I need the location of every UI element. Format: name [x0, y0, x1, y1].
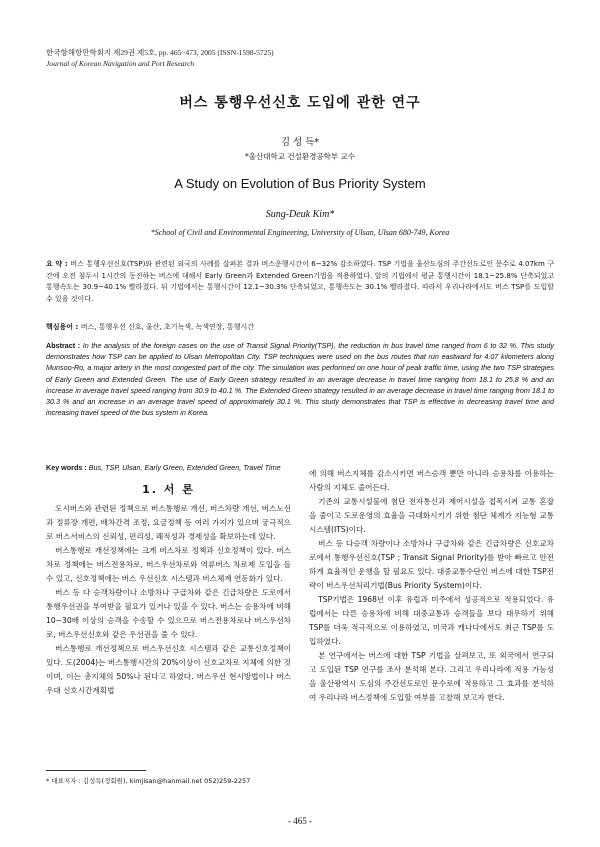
paper-title-ko: 버스 통행우선신호 도입에 관한 연구 [179, 95, 421, 111]
affiliation-ko: *울산대학교 건설환경공학부 교수 [245, 152, 355, 161]
body-paragraph: 버스 등 다승객 차량이나 소방차나 구급차와 같은 긴급차량은 신호교차로에서 통행우선신호(TSP ; Transit Signal Priority)를 받아 빠르고 안전하게 효율적인 운행을 할 필요도 있다. 대중교통수단인 버스에 대한 TSP전략이 버스우선처리기법(Bus Priority System)이다. [309, 539, 554, 590]
footnote-rule [46, 770, 146, 771]
journal-name-en: Journal of Korean Navigation and Port Research [46, 59, 195, 68]
journal-header [46, 47, 274, 69]
abstract-ko [46, 259, 554, 305]
abstract-ko-text: 버스 통행우선신호(TSP)와 관련된 외국의 사례를 살펴본 결과 버스운행시간이 6~32% 감소하였다. TSP 기법을 울산도심의 주간선도로인 문수로 4.07km 구간에 오전 첨두시 1시간의 동진하는 버스에 대해서 Early Green과 Extended Green기법을 적용하였다. 앞의 기법에서 평균 통행시간이 18.1~25.8% 단축되었고 통행속도는 30.9~40.1% 빨라졌다. 뒤 기법에서는 통행시간이 12.1~30.3% 단축되었고, 통행속도는 30.1% 빨라졌다. 따라서 우리나라에서도 버스 TSP를 도입할 수 있을 것이다. [46, 260, 554, 303]
keywords-ko-text: 버스, 통행우선 신호, 울산, 초기녹색, 녹색연장, 통행시간 [80, 323, 254, 331]
body-paragraph: 기존의 교통시설물에 첨단 전자통신과 제어시설을 접목시켜 교통 혼잡을 줄이고 도로운영의 효율을 극대화시키기 위한 첨단 체계가 지능형 교통시스템(ITS)이다. [309, 497, 554, 534]
abstract-en [46, 340, 554, 418]
abstract-en-label: Abstract : [46, 341, 83, 350]
keywords-en-text: Bus, TSP, Ulsan, Early Green, Extended Green, Travel Time [88, 463, 281, 472]
keywords-en-label: Key words : [46, 463, 89, 472]
author-en: Sung-Deuk Kim* [265, 209, 335, 220]
abstract-en-text: In the analysis of the foreign cases on the use of Transit Signal Priority(TSP), the reduction in bus travel time ranged from 6 to 32 %. This study demonstrates how TSP can be applied to Ulsan Metropolitan City. TSP techniques were used on the bus routes that run eastward for 4.07 kilometers along Munsoo-Ro, a major artery in the most congested part of the city. The simulation was performed on one hour of peak traffic time, using the two TSP strategies of Early Green and Extended Green. The use of Early Green strategy resulted in an average decrease in travel time ranging from 18.1 to 25.8 % and an increase in average travel speed ranging from 30.9 to 40.1 %. The Extended Green strategy resulted in an average decrease in travel time ranging from 18.1 to 30.3 % and an increase in an average travel speed of approximately 30.1 %. This study demonstrates that TSP is effective in decreasing travel time and increasing travel speed of the bus system in Korea. [46, 341, 555, 418]
body-paragraph: TSP기법은 1968년 이후 유럽과 미주에서 성공적으로 적용되었다. 유럽에서는 다른 승용차에 비해 대중교통과 승객들을 보다 대우하기 위해 TSP를 더욱 적극적으로 이용하였고, 미국과 캐나다에서도 최근 TSP를 도입하였다. [309, 595, 554, 646]
page-number: - 465 - [288, 816, 312, 826]
affiliation-en: *School of Civil and Environmental Engineering, University of Ulsan, Ulsan 680-749, Korea [150, 228, 450, 237]
paper-title-en: A Study on Evolution of Bus Priority System [174, 176, 426, 191]
body-paragraph: 도시버스와 관련된 정책으로 버스통행로 개선, 버스차량 개선, 버스노선과 정류장 개편, 배차간격 조정, 요금정책 등 여러 가지가 있으며 궁극적으로 버스서비스의 신뢰성, 편리성, 쾌적성과 경제성을 확보하는데 있다. [46, 504, 291, 541]
body-paragraph: 본 연구에서는 버스에 대한 TSP 기법을 살펴보고, 또 외국에서 연구되고 도입된 TSP 연구를 조사 분석해 본다. 그리고 우리나라에 적용 가능성을 울산광역시 도심의 주간선도로인 문수로에 적용하고 그 효과를 분석하여 우리나라 버스정책에 도입할 여부를 고찰해 보고자 한다. [309, 651, 554, 702]
body-column-left [46, 502, 291, 698]
body-paragraph: 버스통행로 개선정책으로 버스우선신호 시스템과 같은 교통신호정책이 있다. 도(2004)는 버스통행시간의 20%이상이 신호교차로 지체에 의한 것이며, 이는 총지체의 50%나 된다고 하였다. 버스우선 현시방법이나 버스우대 신호시간계획법 [46, 644, 291, 695]
section-heading-introduction: 1. 서 론 [142, 483, 195, 496]
body-paragraph: 버스 등 다 승객차량이나 소방차나 구급차와 같은 긴급차량은 도로에서 통행우선권을 부여받을 필요가 있거나 있을 수 있다. 버스는 승용차에 비해 10~30배 이상의 승객을 수송할 수 있으므로 버스전용차로나 버스우선차로, 버스우선신호와 같은 우선권을 줄 수 있다. [46, 588, 291, 639]
keywords-ko [46, 322, 554, 333]
author-ko: 김 성 득* [280, 137, 320, 148]
body-column-right [309, 467, 554, 705]
footnote-corresponding-author: * 대표저자 : 김성득(정회원), kimjisan@hanmail.net 052)259-2257 [46, 777, 251, 785]
body-paragraph: 버스통행로 개선정책에는 크게 버스차로 정책과 신호정책이 있다. 버스차로 정책에는 버스전용차로, 버스우선차로와 역류버스 차로제 도입을 들 수 있고, 신호정책에는 버스 우선신호 시스템과 버스체계 연동화가 있다. [46, 546, 291, 583]
journal-citation: 한국항해항만학회지 제29권 제5호, pp. 465~473, 2005 (ISSN-1598-5725) [46, 48, 274, 57]
keywords-ko-label: 핵심용어 : [46, 323, 81, 331]
body-paragraph: 에 의해 버스지체를 감소시키면 버스승객 뿐만 아니라 승용차를 이용하는 사람의 지체도 줄어든다. [309, 469, 554, 492]
abstract-ko-label: 요 약 : [46, 260, 71, 268]
